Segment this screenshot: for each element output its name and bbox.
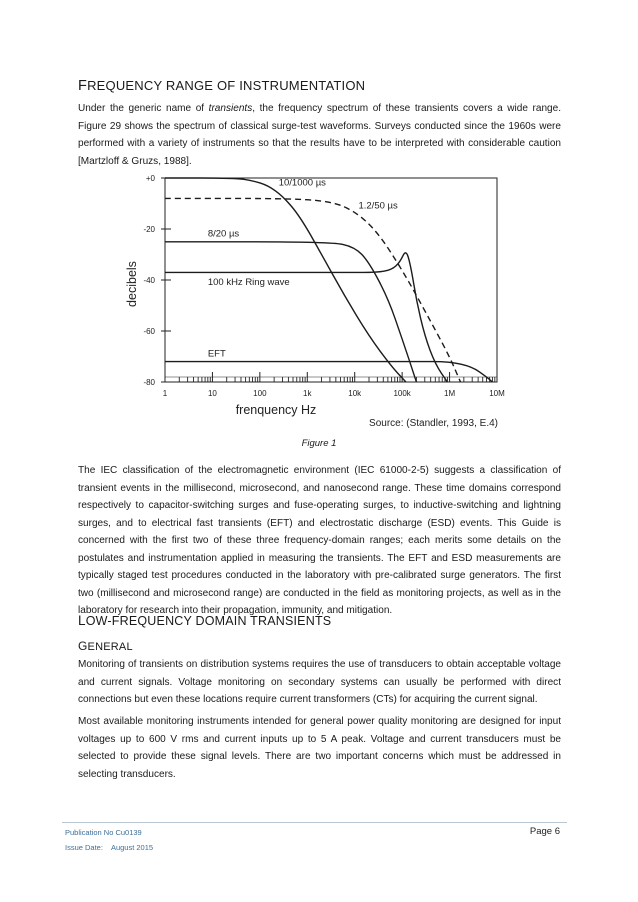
- y-tick-label: -60: [143, 327, 155, 336]
- subsection-heading-general: [78, 639, 133, 653]
- source-note: Source: (Standler, 1993, E.4): [369, 418, 498, 429]
- footer-divider: [62, 822, 567, 823]
- x-tick-label: 1: [162, 389, 168, 398]
- instruments-paragraph: Most available monitoring instruments intended for general power quality monitoring are designed for input voltages up to 600 V rms and current inputs up to 5 A peak. Voltage and current transducers must be selected to provide these signal levels. There are two important concerns which must be addressed in selecting transducers.: [78, 716, 561, 780]
- footer-page-number: Page 6: [529, 826, 560, 837]
- footer-issue-date: [65, 843, 153, 852]
- y-tick-label: -20: [143, 225, 155, 234]
- iec-classification-paragraph: The IEC classification of the electromagnetic environment (IEC 61000-2-5) suggests a classification of transient events in the millisecond, microsecond, and nanosecond range. These time domains correspond respectively to capacitor-switching surges and fuse-operating surges, to inductive-switching and lightning surges, and to electrical fast transients (EFT) and electrostatic discharge (ESD) events. This Guide is concerned with the first two of these three frequency-domain ranges; each merits some details on the postulates and instrumentation applied in measuring the transients. The EFT and ESD measurements are typically staged test procedures conducted in the laboratory with pre-calibrated surge generators. The first two (millisecond and microsecond range) are conducted in the field as monitoring projects, as well as in the laboratory for research into their propagation, immunity, and mitigation.: [78, 465, 561, 616]
- series-eft: [165, 362, 492, 382]
- para1-before: Under the generic name of: [78, 103, 209, 114]
- footer-publication: Publication No Cu0139: [65, 828, 142, 837]
- y-tick-label: +0: [145, 174, 155, 183]
- heading-rest: REQUENCY RANGE OF INSTRUMENTATION: [87, 78, 366, 93]
- x-tick-label: 1M: [444, 389, 456, 398]
- series-annotation: EFT: [207, 348, 226, 360]
- x-tick-label: 10k: [348, 389, 362, 398]
- x-tick-label: 100k: [393, 389, 411, 398]
- y-tick-label: -80: [143, 378, 155, 387]
- x-tick-label: 100: [253, 389, 267, 398]
- y-tick-label: -40: [143, 276, 155, 285]
- frequency-spectrum-chart: [112, 168, 512, 430]
- heading-initial: L: [78, 613, 86, 628]
- figure-caption: Figure 1: [301, 438, 337, 449]
- series-annotation: 1.2/50 µs: [358, 200, 398, 212]
- para1-after: , the frequency spectrum of these transients covers a wide range. Figure 29 shows the spectrum of classical surge-test waveforms. Surveys conducted since the 1960s were performed with a variety of instruments so that the results have to be interpreted with considerable caution [Martzloff & Gruzs, 1988].: [78, 103, 562, 167]
- section-heading-low-frequency: [78, 613, 331, 628]
- series-annotation: 10/1000 µs: [278, 177, 326, 189]
- issue-date: August 2015: [110, 843, 154, 852]
- heading-rest: OW-FREQUENCY DOMAIN TRANSIENTS: [85, 614, 332, 628]
- heading-rest: ENERAL: [87, 641, 133, 653]
- issue-label: Issue Date:: [65, 843, 103, 852]
- section-heading-frequency-range: [78, 78, 365, 94]
- x-tick-label: 10: [207, 389, 217, 398]
- x-axis-label: frenquency Hz: [235, 403, 317, 417]
- series-annotation: 8/20 µs: [207, 228, 240, 240]
- series-100-khz-ring-wave: [165, 253, 447, 382]
- x-tick-label: 10M: [489, 389, 505, 398]
- series-annotation: 100 kHz Ring wave: [207, 277, 290, 289]
- para1-emphasis: transients: [208, 103, 253, 114]
- chart-labels: [143, 174, 505, 398]
- monitoring-paragraph: Monitoring of transients on distribution systems requires the use of transducers to obtain acceptable voltage and current signals. Voltage monitoring on secondary systems can usually be performed with direct connections but even these locations require current transformers (CTs) for acquiring the current signal.: [78, 659, 561, 705]
- y-axis-label: decibels: [125, 261, 139, 307]
- heading-initial: F: [78, 78, 88, 94]
- heading-initial: G: [78, 639, 88, 653]
- intro-paragraph: [78, 100, 561, 170]
- x-tick-label: 1k: [303, 389, 312, 398]
